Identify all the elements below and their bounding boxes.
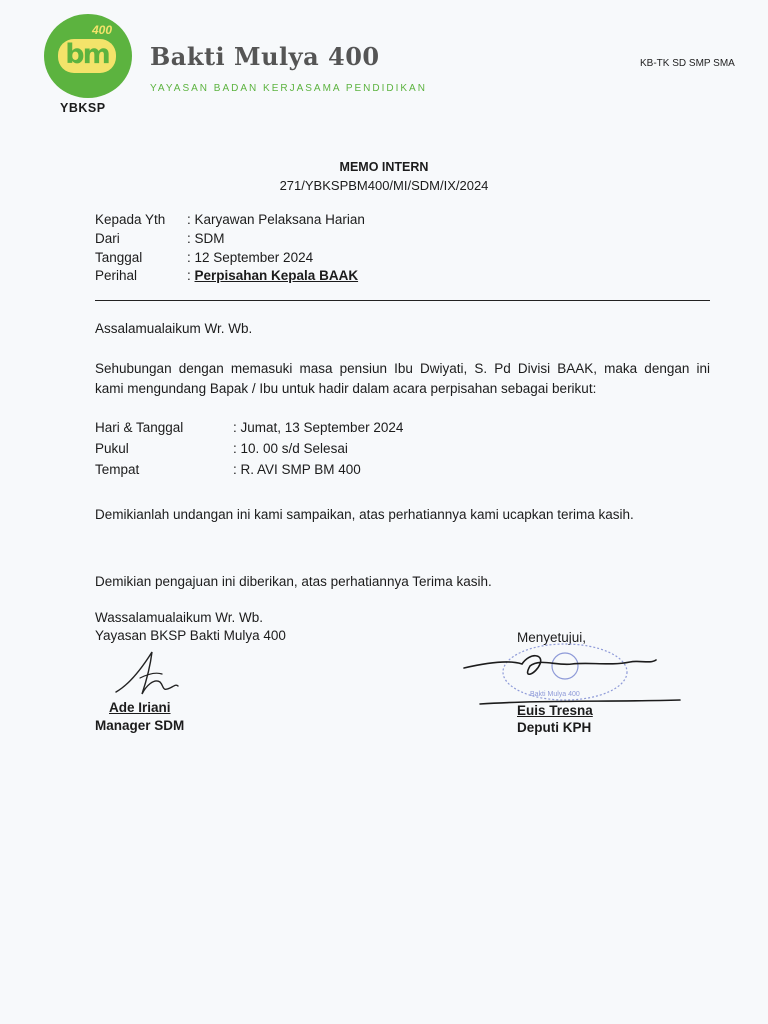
event-place-label: Tempat [95,462,140,477]
logo-subtitle: YBKSP [60,101,106,115]
right-signer-title: Deputi KPH [517,720,592,735]
right-signer-name: Euis Tresna [517,703,593,718]
closing-paragraph-1: Demikianlah undangan ini kami sampaikan, atas perhatiannya kami ucapkan terima kasih. [95,507,634,522]
organization-name: Bakti Mulya 400 [150,42,380,71]
event-date-label: Hari & Tanggal [95,420,184,435]
left-signature [112,648,182,700]
intro-line-2: kami mengundang Bapak / Ibu untuk hadir dalam acara perpisahan sebagai berikut: [95,381,597,396]
sender-label: Dari [95,231,120,246]
organization-sign-line: Yayasan BKSP Bakti Mulya 400 [95,628,286,643]
logo [44,14,132,98]
left-signer-title: Manager SDM [95,718,185,733]
salutation: Wassalamualaikum Wr. Wb. [95,610,264,625]
memo-title: MEMO INTERN [339,160,429,174]
memo-number: 271/YBKSPBM400/MI/SDM/IX/2024 [279,178,489,193]
date-value: : 12 September 2024 [187,250,314,265]
organization-tagline: YAYASAN BADAN KERJASAMA PENDIDIKAN [150,83,427,94]
event-time-value: : 10. 00 s/d Selesai [233,441,348,456]
left-signer-name: Ade Iriani [109,700,171,715]
header-divider [95,300,710,301]
school-levels: KB-TK SD SMP SMA [640,58,735,69]
sender-value: : SDM [187,231,225,246]
event-date-value: : Jumat, 13 September 2024 [233,420,404,435]
subject-prefix: : [187,268,195,283]
greeting: Assalamualaikum Wr. Wb. [95,321,253,336]
recipient-label: Kepada Yth [95,212,166,227]
event-place-value: : R. AVI SMP BM 400 [233,462,361,477]
stamp-text: Bakti Mulya 400 [530,691,580,698]
right-signature-stamp [460,640,685,710]
approval-label: Menyetujui, [517,630,587,645]
logo-mark: bm [58,39,116,73]
closing-paragraph-2: Demikian pengajuan ini diberikan, atas perhatiannya Terima kasih. [95,574,492,589]
subject-value [187,268,358,283]
subject-label: Perihal [95,268,138,283]
event-time-label: Pukul [95,441,129,456]
subject-text: Perpisahan Kepala BAAK [194,268,359,283]
date-label: Tanggal [95,250,143,265]
intro-line-1: Sehubungan dengan memasuki masa pensiun Ibu Dwiyati, S. Pd Divisi BAAK, maka dengan ini [95,361,710,376]
recipient-value: : Karyawan Pelaksana Harian [187,212,365,227]
logo-number: 400 [92,23,113,37]
